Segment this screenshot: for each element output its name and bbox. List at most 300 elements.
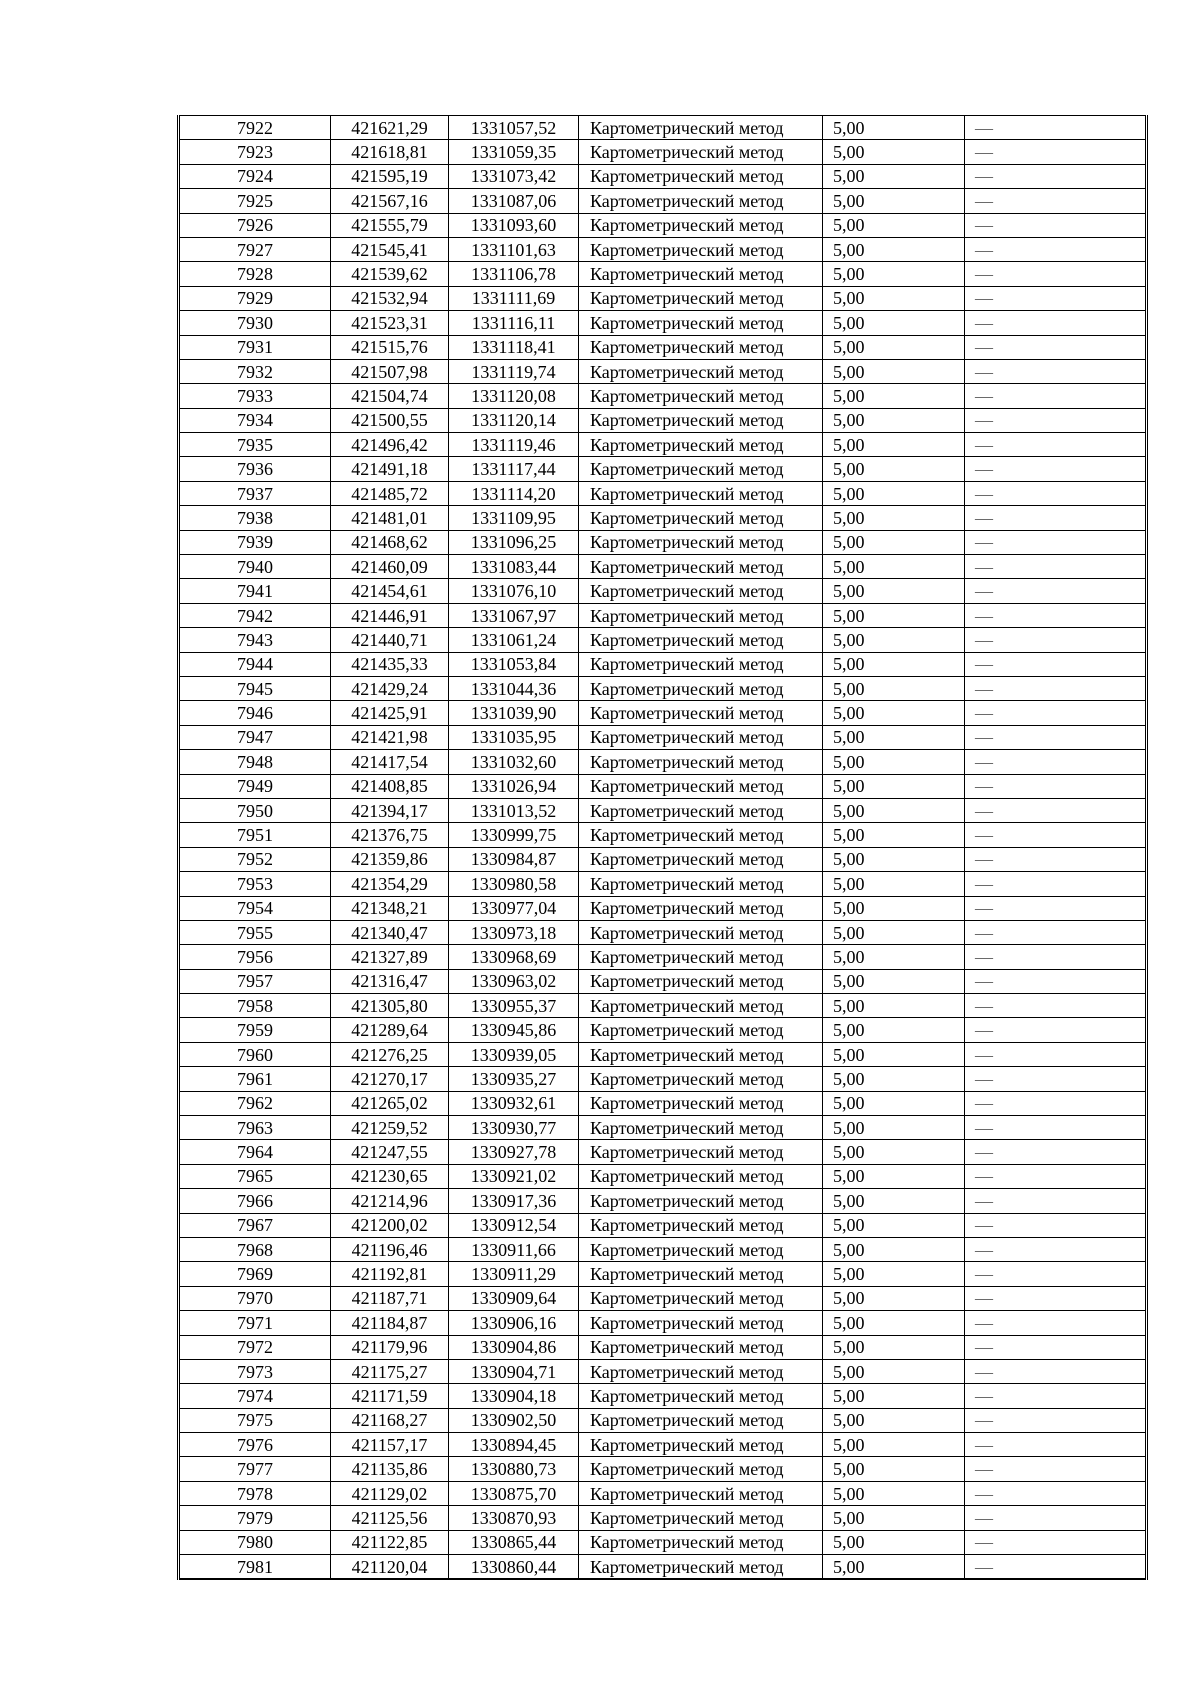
accuracy-cell: 5,00 <box>823 847 965 871</box>
point-number-cell: 7953 <box>179 872 331 896</box>
method-cell: Картометрический метод <box>579 530 823 554</box>
accuracy-cell: 5,00 <box>823 530 965 554</box>
point-number-cell: 7956 <box>179 945 331 969</box>
table-row <box>179 457 1147 481</box>
coord-x-cell: 421135,86 <box>331 1457 449 1481</box>
method-cell: Картометрический метод <box>579 1408 823 1432</box>
table-row <box>179 920 1147 944</box>
note-cell: — <box>965 164 1147 188</box>
note-cell: — <box>965 774 1147 798</box>
accuracy-cell: 5,00 <box>823 920 965 944</box>
coord-x-cell: 421340,47 <box>331 920 449 944</box>
coord-y-cell: 1330911,66 <box>449 1237 579 1261</box>
coord-x-cell: 421289,64 <box>331 1018 449 1042</box>
coord-x-cell: 421454,61 <box>331 579 449 603</box>
point-number-cell: 7922 <box>179 116 331 140</box>
coord-y-cell: 1330865,44 <box>449 1530 579 1554</box>
accuracy-cell: 5,00 <box>823 1555 965 1580</box>
point-number-cell: 7966 <box>179 1189 331 1213</box>
point-number-cell: 7981 <box>179 1555 331 1580</box>
table-row <box>179 1286 1147 1310</box>
method-cell: Картометрический метод <box>579 433 823 457</box>
method-cell: Картометрический метод <box>579 847 823 871</box>
note-cell: — <box>965 652 1147 676</box>
point-number-cell: 7963 <box>179 1116 331 1140</box>
method-cell: Картометрический метод <box>579 969 823 993</box>
method-cell: Картометрический метод <box>579 701 823 725</box>
note-cell: — <box>965 1018 1147 1042</box>
note-cell: — <box>965 725 1147 749</box>
coord-y-cell: 1330870,93 <box>449 1506 579 1530</box>
method-cell: Картометрический метод <box>579 823 823 847</box>
method-cell: Картометрический метод <box>579 1237 823 1261</box>
coord-x-cell: 421504,74 <box>331 384 449 408</box>
coord-x-cell: 421175,27 <box>331 1359 449 1383</box>
table-row <box>179 1555 1147 1580</box>
coord-y-cell: 1331059,35 <box>449 140 579 164</box>
table-row <box>179 872 1147 896</box>
coord-x-cell: 421523,31 <box>331 311 449 335</box>
coord-x-cell: 421270,17 <box>331 1067 449 1091</box>
note-cell: — <box>965 750 1147 774</box>
table-row <box>179 969 1147 993</box>
point-number-cell: 7977 <box>179 1457 331 1481</box>
table-row <box>179 213 1147 237</box>
note-cell: — <box>965 1189 1147 1213</box>
accuracy-cell: 5,00 <box>823 1311 965 1335</box>
coord-y-cell: 1331039,90 <box>449 701 579 725</box>
point-number-cell: 7975 <box>179 1408 331 1432</box>
table-row <box>179 335 1147 359</box>
note-cell: — <box>965 189 1147 213</box>
table-row <box>179 1530 1147 1554</box>
accuracy-cell: 5,00 <box>823 1018 965 1042</box>
coord-y-cell: 1330935,27 <box>449 1067 579 1091</box>
coord-x-cell: 421327,89 <box>331 945 449 969</box>
coord-x-cell: 421157,17 <box>331 1433 449 1457</box>
method-cell: Картометрический метод <box>579 116 823 140</box>
coord-x-cell: 421496,42 <box>331 433 449 457</box>
accuracy-cell: 5,00 <box>823 335 965 359</box>
note-cell: — <box>965 628 1147 652</box>
note-cell: — <box>965 847 1147 871</box>
coord-x-cell: 421129,02 <box>331 1481 449 1505</box>
point-number-cell: 7937 <box>179 481 331 505</box>
accuracy-cell: 5,00 <box>823 1506 965 1530</box>
method-cell: Картометрический метод <box>579 1384 823 1408</box>
table-row <box>179 1189 1147 1213</box>
coord-y-cell: 1331032,60 <box>449 750 579 774</box>
table-row <box>179 823 1147 847</box>
note-cell: — <box>965 1311 1147 1335</box>
coord-y-cell: 1331083,44 <box>449 555 579 579</box>
point-number-cell: 7954 <box>179 896 331 920</box>
coord-y-cell: 1330973,18 <box>449 920 579 944</box>
note-cell: — <box>965 1067 1147 1091</box>
coord-y-cell: 1331087,06 <box>449 189 579 213</box>
table-row <box>179 994 1147 1018</box>
note-cell: — <box>965 1555 1147 1580</box>
note-cell: — <box>965 872 1147 896</box>
note-cell: — <box>965 506 1147 530</box>
coord-x-cell: 421316,47 <box>331 969 449 993</box>
point-number-cell: 7943 <box>179 628 331 652</box>
point-number-cell: 7973 <box>179 1359 331 1383</box>
note-cell: — <box>965 140 1147 164</box>
coord-y-cell: 1331035,95 <box>449 725 579 749</box>
note-cell: — <box>965 237 1147 261</box>
coord-y-cell: 1330860,44 <box>449 1555 579 1580</box>
method-cell: Картометрический метод <box>579 1433 823 1457</box>
accuracy-cell: 5,00 <box>823 652 965 676</box>
method-cell: Картометрический метод <box>579 945 823 969</box>
note-cell: — <box>965 1433 1147 1457</box>
table-row <box>179 164 1147 188</box>
note-cell: — <box>965 1091 1147 1115</box>
accuracy-cell: 5,00 <box>823 433 965 457</box>
table-row <box>179 384 1147 408</box>
table-row <box>179 1311 1147 1335</box>
method-cell: Картометрический метод <box>579 1164 823 1188</box>
method-cell: Картометрический метод <box>579 1359 823 1383</box>
accuracy-cell: 5,00 <box>823 969 965 993</box>
accuracy-cell: 5,00 <box>823 1189 965 1213</box>
point-number-cell: 7980 <box>179 1530 331 1554</box>
point-number-cell: 7950 <box>179 798 331 822</box>
accuracy-cell: 5,00 <box>823 555 965 579</box>
point-number-cell: 7978 <box>179 1481 331 1505</box>
table-row <box>179 555 1147 579</box>
note-cell: — <box>965 408 1147 432</box>
accuracy-cell: 5,00 <box>823 628 965 652</box>
coord-x-cell: 421276,25 <box>331 1042 449 1066</box>
note-cell: — <box>965 1237 1147 1261</box>
note-cell: — <box>965 676 1147 700</box>
point-number-cell: 7938 <box>179 506 331 530</box>
method-cell: Картометрический метод <box>579 994 823 1018</box>
method-cell: Картометрический метод <box>579 1335 823 1359</box>
table-row <box>179 1408 1147 1432</box>
point-number-cell: 7955 <box>179 920 331 944</box>
coord-y-cell: 1330980,58 <box>449 872 579 896</box>
table-row <box>179 1042 1147 1066</box>
accuracy-cell: 5,00 <box>823 140 965 164</box>
note-cell: — <box>965 798 1147 822</box>
point-number-cell: 7931 <box>179 335 331 359</box>
accuracy-cell: 5,00 <box>823 725 965 749</box>
coord-y-cell: 1330909,64 <box>449 1286 579 1310</box>
accuracy-cell: 5,00 <box>823 116 965 140</box>
accuracy-cell: 5,00 <box>823 994 965 1018</box>
method-cell: Картометрический метод <box>579 774 823 798</box>
table-row <box>179 262 1147 286</box>
coord-y-cell: 1330917,36 <box>449 1189 579 1213</box>
method-cell: Картометрический метод <box>579 1042 823 1066</box>
note-cell: — <box>965 1481 1147 1505</box>
method-cell: Картометрический метод <box>579 896 823 920</box>
point-number-cell: 7948 <box>179 750 331 774</box>
accuracy-cell: 5,00 <box>823 1091 965 1115</box>
coord-x-cell: 421305,80 <box>331 994 449 1018</box>
table-row <box>179 1457 1147 1481</box>
coord-x-cell: 421539,62 <box>331 262 449 286</box>
accuracy-cell: 5,00 <box>823 1067 965 1091</box>
accuracy-cell: 5,00 <box>823 774 965 798</box>
table-row <box>179 676 1147 700</box>
point-number-cell: 7939 <box>179 530 331 554</box>
coord-y-cell: 1331119,74 <box>449 359 579 383</box>
table-row <box>179 798 1147 822</box>
coord-x-cell: 421171,59 <box>331 1384 449 1408</box>
accuracy-cell: 5,00 <box>823 213 965 237</box>
table-row <box>179 286 1147 310</box>
accuracy-cell: 5,00 <box>823 1140 965 1164</box>
method-cell: Картометрический метод <box>579 286 823 310</box>
coord-x-cell: 421485,72 <box>331 481 449 505</box>
table-row <box>179 189 1147 213</box>
coord-y-cell: 1330904,86 <box>449 1335 579 1359</box>
coordinates-table <box>177 115 1148 1580</box>
coord-x-cell: 421247,55 <box>331 1140 449 1164</box>
note-cell: — <box>965 896 1147 920</box>
coord-x-cell: 421120,04 <box>331 1555 449 1580</box>
table-row <box>179 1335 1147 1359</box>
coord-y-cell: 1331111,69 <box>449 286 579 310</box>
accuracy-cell: 5,00 <box>823 701 965 725</box>
point-number-cell: 7959 <box>179 1018 331 1042</box>
coord-y-cell: 1330904,71 <box>449 1359 579 1383</box>
accuracy-cell: 5,00 <box>823 676 965 700</box>
method-cell: Картометрический метод <box>579 1091 823 1115</box>
coord-x-cell: 421348,21 <box>331 896 449 920</box>
point-number-cell: 7979 <box>179 1506 331 1530</box>
note-cell: — <box>965 481 1147 505</box>
method-cell: Картометрический метод <box>579 311 823 335</box>
coord-y-cell: 1331076,10 <box>449 579 579 603</box>
note-cell: — <box>965 262 1147 286</box>
table-row <box>179 628 1147 652</box>
note-cell: — <box>965 920 1147 944</box>
point-number-cell: 7940 <box>179 555 331 579</box>
point-number-cell: 7936 <box>179 457 331 481</box>
table-row <box>179 359 1147 383</box>
note-cell: — <box>965 1506 1147 1530</box>
point-number-cell: 7968 <box>179 1237 331 1261</box>
method-cell: Картометрический метод <box>579 359 823 383</box>
accuracy-cell: 5,00 <box>823 603 965 627</box>
coord-x-cell: 421500,55 <box>331 408 449 432</box>
coord-y-cell: 1331101,63 <box>449 237 579 261</box>
point-number-cell: 7962 <box>179 1091 331 1115</box>
point-number-cell: 7926 <box>179 213 331 237</box>
coord-y-cell: 1331044,36 <box>449 676 579 700</box>
table-row <box>179 116 1147 140</box>
point-number-cell: 7951 <box>179 823 331 847</box>
accuracy-cell: 5,00 <box>823 872 965 896</box>
method-cell: Картометрический метод <box>579 579 823 603</box>
coord-y-cell: 1331061,24 <box>449 628 579 652</box>
method-cell: Картометрический метод <box>579 506 823 530</box>
coord-x-cell: 421179,96 <box>331 1335 449 1359</box>
method-cell: Картометрический метод <box>579 1286 823 1310</box>
accuracy-cell: 5,00 <box>823 750 965 774</box>
point-number-cell: 7934 <box>179 408 331 432</box>
coord-x-cell: 421259,52 <box>331 1116 449 1140</box>
table-row <box>179 433 1147 457</box>
method-cell: Картометрический метод <box>579 920 823 944</box>
table-row <box>179 408 1147 432</box>
coord-y-cell: 1331120,14 <box>449 408 579 432</box>
method-cell: Картометрический метод <box>579 189 823 213</box>
note-cell: — <box>965 433 1147 457</box>
coord-x-cell: 421354,29 <box>331 872 449 896</box>
coord-x-cell: 421532,94 <box>331 286 449 310</box>
note-cell: — <box>965 579 1147 603</box>
point-number-cell: 7967 <box>179 1213 331 1237</box>
method-cell: Картометрический метод <box>579 1189 823 1213</box>
accuracy-cell: 5,00 <box>823 1164 965 1188</box>
point-number-cell: 7945 <box>179 676 331 700</box>
table-row <box>179 603 1147 627</box>
point-number-cell: 7960 <box>179 1042 331 1066</box>
note-cell: — <box>965 1140 1147 1164</box>
accuracy-cell: 5,00 <box>823 1481 965 1505</box>
coord-y-cell: 1330904,18 <box>449 1384 579 1408</box>
note-cell: — <box>965 1213 1147 1237</box>
method-cell: Картометрический метод <box>579 237 823 261</box>
table-row <box>179 1506 1147 1530</box>
accuracy-cell: 5,00 <box>823 1457 965 1481</box>
method-cell: Картометрический метод <box>579 1311 823 1335</box>
coord-x-cell: 421515,76 <box>331 335 449 359</box>
table-row <box>179 1237 1147 1261</box>
note-cell: — <box>965 1116 1147 1140</box>
coord-x-cell: 421440,71 <box>331 628 449 652</box>
coord-y-cell: 1330930,77 <box>449 1116 579 1140</box>
note-cell: — <box>965 311 1147 335</box>
accuracy-cell: 5,00 <box>823 1530 965 1554</box>
point-number-cell: 7924 <box>179 164 331 188</box>
method-cell: Картометрический метод <box>579 262 823 286</box>
table-row <box>179 750 1147 774</box>
coord-y-cell: 1330894,45 <box>449 1433 579 1457</box>
method-cell: Картометрический метод <box>579 408 823 432</box>
coord-x-cell: 421460,09 <box>331 555 449 579</box>
coord-x-cell: 421545,41 <box>331 237 449 261</box>
coord-y-cell: 1330955,37 <box>449 994 579 1018</box>
method-cell: Картометрический метод <box>579 1067 823 1091</box>
point-number-cell: 7930 <box>179 311 331 335</box>
accuracy-cell: 5,00 <box>823 579 965 603</box>
method-cell: Картометрический метод <box>579 1213 823 1237</box>
accuracy-cell: 5,00 <box>823 798 965 822</box>
coord-y-cell: 1331106,78 <box>449 262 579 286</box>
accuracy-cell: 5,00 <box>823 1433 965 1457</box>
coord-y-cell: 1331096,25 <box>449 530 579 554</box>
point-number-cell: 7958 <box>179 994 331 1018</box>
coord-x-cell: 421192,81 <box>331 1262 449 1286</box>
point-number-cell: 7965 <box>179 1164 331 1188</box>
coord-y-cell: 1331120,08 <box>449 384 579 408</box>
point-number-cell: 7969 <box>179 1262 331 1286</box>
coord-y-cell: 1330875,70 <box>449 1481 579 1505</box>
coord-x-cell: 421125,56 <box>331 1506 449 1530</box>
coord-x-cell: 421595,19 <box>331 164 449 188</box>
coord-x-cell: 421481,01 <box>331 506 449 530</box>
point-number-cell: 7949 <box>179 774 331 798</box>
accuracy-cell: 5,00 <box>823 311 965 335</box>
coord-y-cell: 1330984,87 <box>449 847 579 871</box>
accuracy-cell: 5,00 <box>823 1262 965 1286</box>
table-row <box>179 725 1147 749</box>
accuracy-cell: 5,00 <box>823 481 965 505</box>
coord-x-cell: 421187,71 <box>331 1286 449 1310</box>
accuracy-cell: 5,00 <box>823 1359 965 1383</box>
note-cell: — <box>965 1262 1147 1286</box>
table-row <box>179 506 1147 530</box>
coord-y-cell: 1331118,41 <box>449 335 579 359</box>
accuracy-cell: 5,00 <box>823 457 965 481</box>
point-number-cell: 7972 <box>179 1335 331 1359</box>
method-cell: Картометрический метод <box>579 164 823 188</box>
table-row <box>179 1140 1147 1164</box>
coord-y-cell: 1330906,16 <box>449 1311 579 1335</box>
coord-y-cell: 1330963,02 <box>449 969 579 993</box>
coord-y-cell: 1330911,29 <box>449 1262 579 1286</box>
coord-x-cell: 421265,02 <box>331 1091 449 1115</box>
table-row <box>179 774 1147 798</box>
method-cell: Картометрический метод <box>579 872 823 896</box>
note-cell: — <box>965 286 1147 310</box>
point-number-cell: 7976 <box>179 1433 331 1457</box>
coord-x-cell: 421214,96 <box>331 1189 449 1213</box>
point-number-cell: 7941 <box>179 579 331 603</box>
note-cell: — <box>965 1042 1147 1066</box>
table-row <box>179 1018 1147 1042</box>
method-cell: Картометрический метод <box>579 213 823 237</box>
accuracy-cell: 5,00 <box>823 286 965 310</box>
method-cell: Картометрический метод <box>579 725 823 749</box>
accuracy-cell: 5,00 <box>823 262 965 286</box>
point-number-cell: 7923 <box>179 140 331 164</box>
method-cell: Картометрический метод <box>579 384 823 408</box>
table-row <box>179 1481 1147 1505</box>
coord-x-cell: 421200,02 <box>331 1213 449 1237</box>
accuracy-cell: 5,00 <box>823 164 965 188</box>
table-row <box>179 579 1147 603</box>
method-cell: Картометрический метод <box>579 798 823 822</box>
coord-y-cell: 1330999,75 <box>449 823 579 847</box>
note-cell: — <box>965 359 1147 383</box>
table-row <box>179 140 1147 164</box>
accuracy-cell: 5,00 <box>823 1408 965 1432</box>
accuracy-cell: 5,00 <box>823 1213 965 1237</box>
method-cell: Картометрический метод <box>579 1555 823 1580</box>
note-cell: — <box>965 603 1147 627</box>
note-cell: — <box>965 457 1147 481</box>
coord-y-cell: 1330921,02 <box>449 1164 579 1188</box>
coord-x-cell: 421230,65 <box>331 1164 449 1188</box>
note-cell: — <box>965 213 1147 237</box>
note-cell: — <box>965 1384 1147 1408</box>
coord-y-cell: 1330945,86 <box>449 1018 579 1042</box>
table-row <box>179 1384 1147 1408</box>
accuracy-cell: 5,00 <box>823 945 965 969</box>
method-cell: Картометрический метод <box>579 676 823 700</box>
coord-y-cell: 1331116,11 <box>449 311 579 335</box>
coord-x-cell: 421425,91 <box>331 701 449 725</box>
table-row <box>179 311 1147 335</box>
